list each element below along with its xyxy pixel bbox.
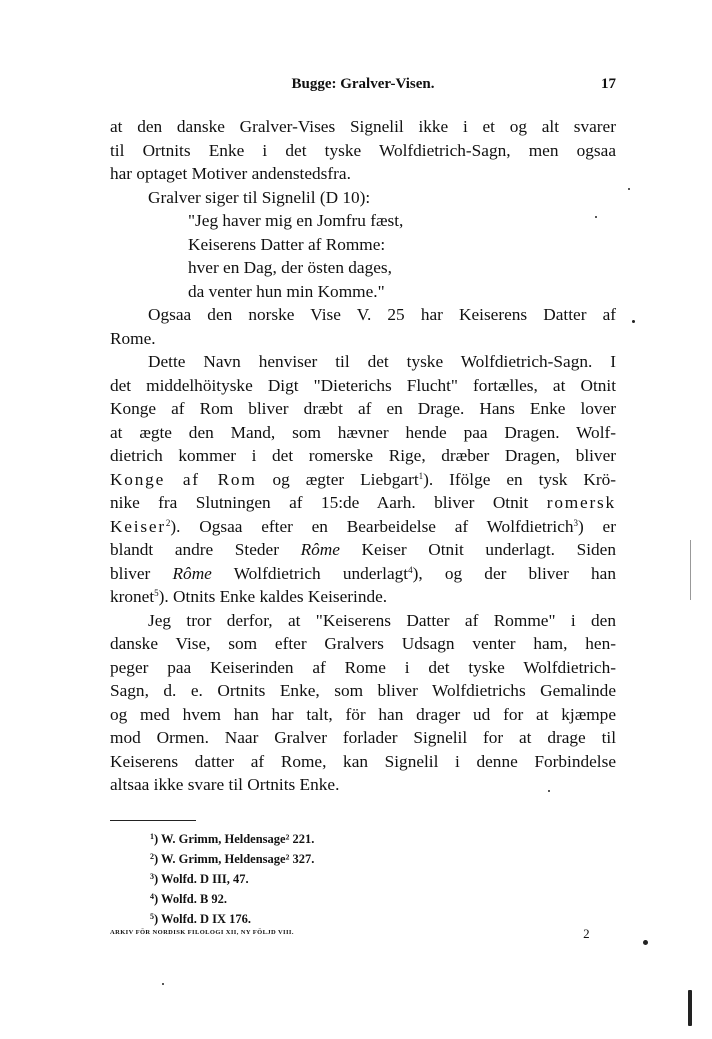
spaced-text: romersk xyxy=(546,493,616,512)
text-line: at den danske Gralver-Vises Signelil ikke i et og alt svarer xyxy=(110,117,616,136)
verse-line: "Jeg haver mig en Jomfru fæst, xyxy=(188,211,404,230)
italic-term: Rôme xyxy=(300,540,340,559)
scan-speck xyxy=(643,940,648,945)
text-line: blandt andre Steder Rôme Keiser Otnit underlagt. Siden xyxy=(110,540,616,559)
text-line: at ægte den Mand, som hævner hende paa Dragen. Wolf- xyxy=(110,422,616,442)
printer-signature xyxy=(110,926,590,942)
text-line: Keiser$^2$). Ogsaa efter en Bearbeidelse af Wolfdietrich$^3$) er xyxy=(110,516,616,536)
footnote-marker: 3 xyxy=(150,872,154,881)
footnote-marker: 1 xyxy=(150,832,154,841)
page-number: 17 xyxy=(601,76,616,92)
footnote-ref: 5 xyxy=(154,588,159,598)
text-line: Sagn, d. e. Ortnits Enke, som bliver Wolfdietrichs Gemalinde xyxy=(110,681,616,700)
footnote: $^4$) Wolfd. B 92. xyxy=(150,892,228,906)
scan-edge-mark xyxy=(690,540,691,600)
text-line: peger paa Keiserinden af Rome i det tyske Wolfdietrich- xyxy=(110,657,616,677)
text-line: nike fra Slutningen af 15:de Aarh. bliver Otnit romersk xyxy=(110,493,616,512)
footnote-marker: 2 xyxy=(150,852,154,861)
text-line: altsaa ikke svare til Ortnits Enke. xyxy=(110,775,340,794)
footnote-ref: 3 xyxy=(573,517,579,528)
text-line: har optaget Motiver andenstedsfra. xyxy=(110,164,351,183)
footnote-ref: 4 xyxy=(408,564,413,575)
journal-signature: ARKIV FÖR NORDISK FILOLOGI XII, NY FÖLJD VIII. xyxy=(110,929,294,936)
footnote-marker: 5 xyxy=(150,912,154,921)
text-line: det middelhöityske Digt "Dieterichs Flucht" fortælles, at Otnit xyxy=(110,375,616,395)
footnote: $^1$) W. Grimm, Heldensage² 221. xyxy=(150,832,315,846)
text-line: bliver Rôme Wolfdietrich underlagt$^4$), og der bliver han xyxy=(110,563,616,583)
text-line: mod Ormen. Naar Gralver forlader Signelil for at drage til xyxy=(110,728,616,747)
text-line: Gralver siger til Signelil (D 10): xyxy=(148,187,371,207)
text-line: og med hvem han har talt, för han drager ud for at kjæmpe xyxy=(110,704,616,724)
text-line: Keiserens datter af Rome, kan Signelil i denne Forbindelse xyxy=(110,751,616,771)
text-line: danske Vise, som efter Gralvers Udsagn venter ham, hen- xyxy=(110,634,616,653)
text-line: Konge af Rom bliver dræbt af en Drage. Hans Enke lover xyxy=(110,399,616,418)
text-line: Konge af Rom og ægter Liebgart$^1$). Ifölge en tysk Krö- xyxy=(110,469,616,489)
body-text xyxy=(110,115,616,797)
spaced-text: Keiser xyxy=(110,516,166,536)
footnotes xyxy=(150,828,590,928)
scan-speck xyxy=(595,216,597,218)
text-line: Ogsaa den norske Vise V. 25 har Keiserens Datter af xyxy=(148,305,616,324)
verse-line: da venter hun min Komme." xyxy=(188,281,385,301)
text-line: Jeg tror derfor, at "Keiserens Datter af Romme" i den xyxy=(148,610,616,630)
verse-line: Keiserens Datter af Romme: xyxy=(188,234,386,254)
italic-term: Rôme xyxy=(172,563,212,583)
running-header xyxy=(110,76,616,100)
footnote-marker: 4 xyxy=(150,892,154,901)
sheet-number: 2 xyxy=(583,926,590,941)
scan-speck xyxy=(548,790,550,792)
verse-line: hver en Dag, der östen dages, xyxy=(188,258,392,277)
footnote-ref: 1 xyxy=(418,470,424,481)
footnote: $^5$) Wolfd. D IX 176. xyxy=(150,912,252,926)
text-line: Rome. xyxy=(110,328,156,348)
footnote: $^3$) Wolfd. D III, 47. xyxy=(150,872,249,886)
footnote-divider xyxy=(110,820,196,821)
text-line: til Ortnits Enke i det tyske Wolfdietrich-Sagn, men ogsaa xyxy=(110,140,616,160)
footnote: $^2$) W. Grimm, Heldensage² 327. xyxy=(150,852,315,866)
scan-speck xyxy=(632,320,635,323)
text-line: Dette Navn henviser til det tyske Wolfdietrich-Sagn. I xyxy=(148,352,616,371)
running-title: Bugge: Gralver-Visen. xyxy=(291,76,435,92)
scan-edge-mark xyxy=(688,990,692,1026)
text-line: dietrich kommer i det romerske Rige, dræber Dragen, bliver xyxy=(110,446,616,465)
footnote-ref: 2 xyxy=(165,517,171,528)
scan-speck xyxy=(628,188,630,190)
text-line: kronet$^5$). Otnits Enke kaldes Keiserinde. xyxy=(110,587,388,606)
scan-speck xyxy=(162,983,164,985)
spaced-text: Konge af Rom xyxy=(110,469,257,489)
